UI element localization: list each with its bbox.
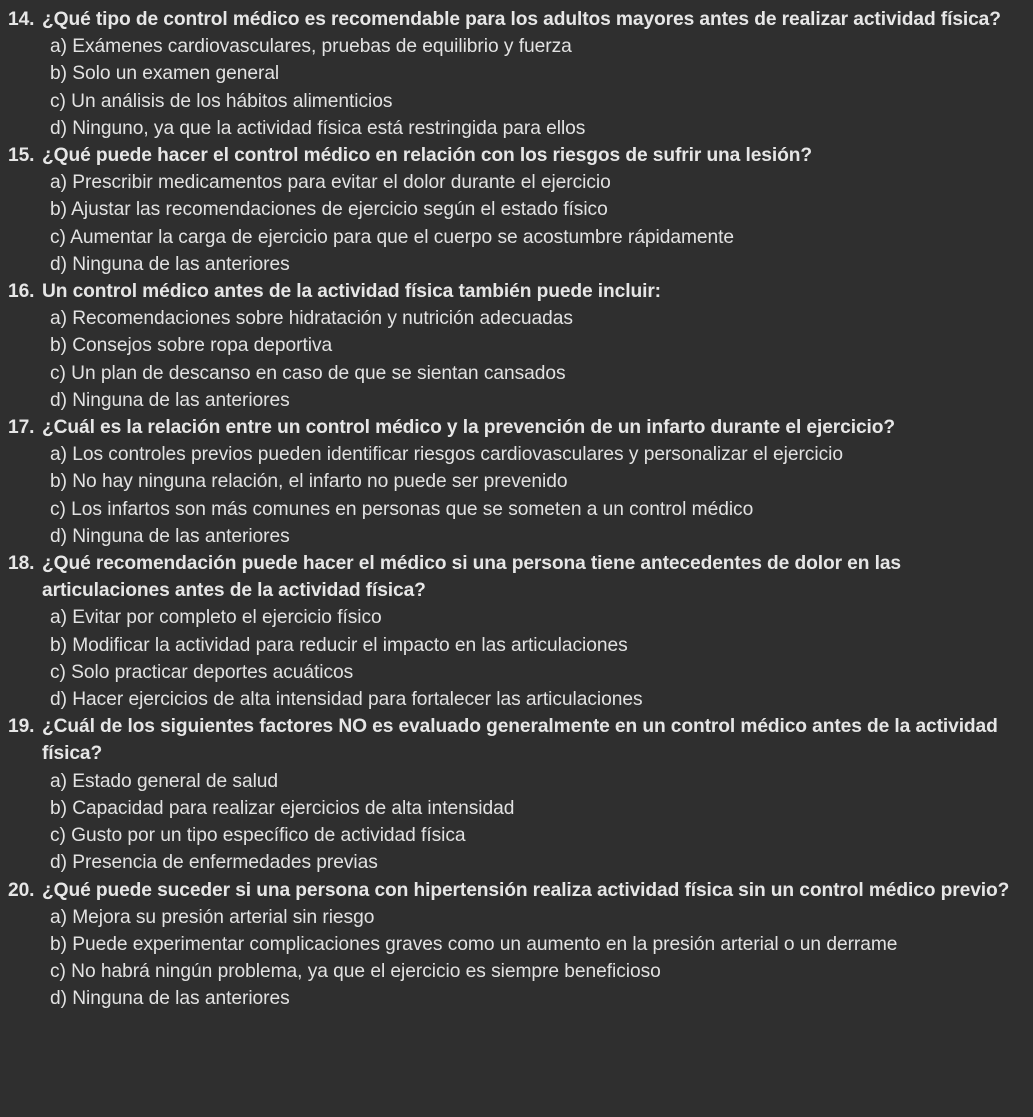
option-c: c) Un análisis de los hábitos alimenticios (50, 90, 393, 112)
option-a: a) Los controles previos pueden identificar riesgos cardiovasculares y personalizar el ejercicio (50, 444, 843, 466)
option-d: d) Ninguna de las anteriores (50, 988, 290, 1010)
option-b: b) Consejos sobre ropa deportiva (50, 335, 333, 357)
option-a: a) Evitar por completo el ejercicio físico (50, 607, 382, 629)
option-b: b) Modificar la actividad para reducir el impacto en las articulaciones (50, 634, 628, 656)
option-b: b) Capacidad para realizar ejercicios de alta intensidad (50, 797, 515, 819)
option-list (8, 33, 1023, 142)
option-d: d) Ninguna de las anteriores (50, 253, 290, 275)
question-15 (8, 142, 1023, 278)
option-c: c) Los infartos son más comunes en personas que se someten a un control médico (50, 498, 754, 520)
question-heading (8, 142, 1023, 169)
question-heading (8, 6, 1023, 33)
question-number: 16. (8, 281, 35, 303)
option-a: a) Prescribir medicamentos para evitar el dolor durante el ejercicio (50, 172, 611, 194)
option-d: d) Hacer ejercicios de alta intensidad para fortalecer las articulaciones (50, 689, 643, 711)
option-a: a) Exámenes cardiovasculares, pruebas de equilibrio y fuerza (50, 36, 572, 58)
question-heading (8, 278, 1023, 305)
option-list (8, 604, 1023, 713)
question-text: ¿Qué tipo de control médico es recomendable para los adultos mayores antes de realizar actividad física? (42, 9, 1001, 30)
question-text: Un control médico antes de la actividad física también puede incluir: (42, 281, 661, 303)
question-18 (8, 550, 1023, 713)
option-c: c) Un plan de descanso en caso de que se sientan cansados (50, 362, 566, 384)
question-heading (8, 414, 1023, 441)
option-list (8, 904, 1023, 1013)
option-c: c) Solo practicar deportes acuáticos (50, 661, 354, 683)
question-16 (8, 278, 1023, 414)
question-20 (8, 877, 1023, 1013)
option-list (8, 305, 1023, 414)
option-a: a) Recomendaciones sobre hidratación y nutrición adecuadas (50, 308, 573, 330)
question-number: 18. (8, 553, 35, 575)
option-b: b) Ajustar las recomendaciones de ejercicio según el estado físico (50, 199, 608, 221)
question-text: ¿Qué puede hacer el control médico en relación con los riesgos de sufrir una lesión? (42, 145, 812, 167)
question-text: ¿Cuál es la relación entre un control médico y la prevención de un infarto durante el ejercicio? (42, 417, 895, 439)
question-text: ¿Qué puede suceder si una persona con hipertensión realiza actividad física sin un control médico previo? (42, 879, 1010, 901)
question-number: 19. (8, 716, 35, 738)
option-a: a) Estado general de salud (50, 770, 279, 792)
option-b: b) Puede experimentar complicaciones graves como un aumento en la presión arterial o un derrame (50, 933, 898, 955)
question-number: 14. (8, 9, 35, 30)
question-text: ¿Qué recomendación puede hacer el médico si una persona tiene antecedentes de dolor en las articulaciones antes de la actividad física? (42, 553, 901, 602)
option-d: d) Ninguna de las anteriores (50, 525, 290, 547)
option-d: d) Ninguno, ya que la actividad física está restringida para ellos (50, 117, 586, 139)
option-d: d) Ninguna de las anteriores (50, 389, 290, 411)
option-b: b) Solo un examen general (50, 63, 280, 85)
question-number: 15. (8, 145, 35, 167)
question-number: 20. (8, 879, 35, 901)
question-text: ¿Cuál de los siguientes factores NO es evaluado generalmente en un control médico antes de la actividad física? (42, 716, 998, 765)
question-19 (8, 713, 1023, 876)
option-list (8, 169, 1023, 278)
question-heading (8, 877, 1023, 904)
option-c: c) Aumentar la carga de ejercicio para que el cuerpo se acostumbre rápidamente (50, 226, 735, 248)
question-heading (8, 713, 1023, 767)
option-c: c) Gusto por un tipo específico de actividad física (50, 825, 466, 847)
question-14 (8, 6, 1023, 142)
option-list (8, 768, 1023, 877)
question-heading (8, 550, 1023, 604)
question-17 (8, 414, 1023, 550)
question-number: 17. (8, 417, 35, 439)
option-b: b) No hay ninguna relación, el infarto no puede ser prevenido (50, 471, 568, 493)
option-c: c) No habrá ningún problema, ya que el ejercicio es siempre beneficioso (50, 961, 661, 983)
option-d: d) Presencia de enfermedades previas (50, 852, 378, 874)
option-list (8, 441, 1023, 550)
option-a: a) Mejora su presión arterial sin riesgo (50, 906, 375, 928)
